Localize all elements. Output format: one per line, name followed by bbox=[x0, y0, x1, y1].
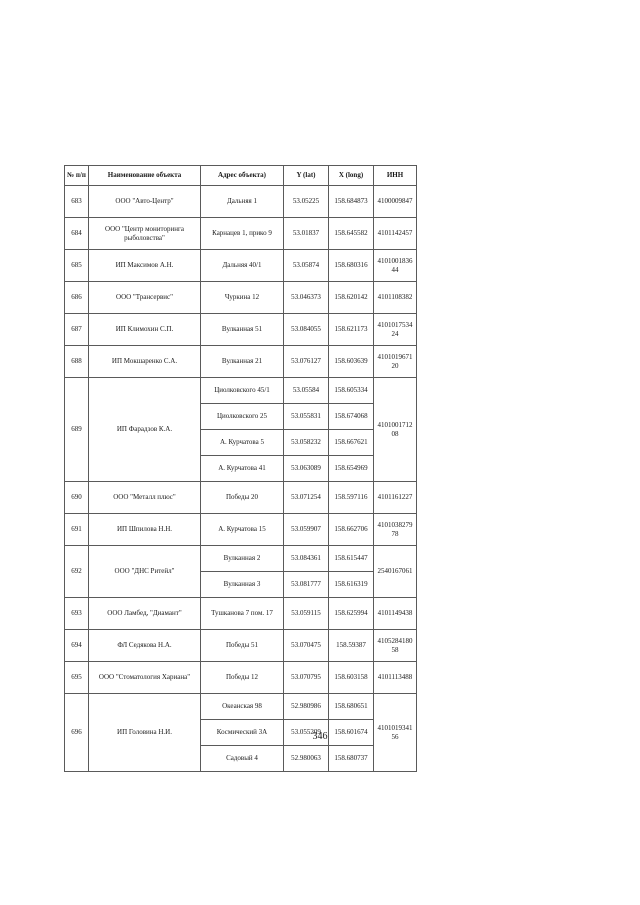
object-address: Вулканная 3 bbox=[201, 572, 284, 598]
latitude-cell: 53.070475 bbox=[284, 630, 329, 662]
latitude-cell: 53.055209 bbox=[284, 720, 329, 746]
object-address: А. Курчатова 41 bbox=[201, 456, 284, 482]
table-row bbox=[65, 662, 417, 694]
longitude-cell: 158.667621 bbox=[329, 430, 374, 456]
table-header-row bbox=[65, 166, 417, 186]
object-name: ООО "Трансервис" bbox=[89, 282, 201, 314]
objects-table bbox=[64, 165, 417, 772]
latitude-cell: 53.081777 bbox=[284, 572, 329, 598]
header-inn: ИНН bbox=[374, 166, 417, 186]
object-name: ООО "ДНС Ритейл" bbox=[89, 546, 201, 598]
latitude-cell: 52.980063 bbox=[284, 746, 329, 772]
longitude-cell: 158.601674 bbox=[329, 720, 374, 746]
latitude-cell: 53.058232 bbox=[284, 430, 329, 456]
inn-cell: 4101113488 bbox=[374, 662, 417, 694]
row-number: 685 bbox=[65, 250, 89, 282]
longitude-cell: 158.662706 bbox=[329, 514, 374, 546]
inn-cell: 2540167061 bbox=[374, 546, 417, 598]
object-name: ИП Мокшаренко С.А. bbox=[89, 346, 201, 378]
object-address: Тушканова 7 пом. 17 bbox=[201, 598, 284, 630]
table-row bbox=[65, 598, 417, 630]
object-address: Чуркина 12 bbox=[201, 282, 284, 314]
latitude-cell: 53.059115 bbox=[284, 598, 329, 630]
latitude-cell: 53.071254 bbox=[284, 482, 329, 514]
latitude-cell: 53.01837 bbox=[284, 218, 329, 250]
longitude-cell: 158.680651 bbox=[329, 694, 374, 720]
object-address: Космический 3А bbox=[201, 720, 284, 746]
object-address: Победы 51 bbox=[201, 630, 284, 662]
longitude-cell: 158.621173 bbox=[329, 314, 374, 346]
longitude-cell: 158.603639 bbox=[329, 346, 374, 378]
inn-cell: 4101149438 bbox=[374, 598, 417, 630]
table-row bbox=[65, 630, 417, 662]
inn-cell: 4101161227 bbox=[374, 482, 417, 514]
latitude-cell: 53.05225 bbox=[284, 186, 329, 218]
row-number: 695 bbox=[65, 662, 89, 694]
latitude-cell: 53.084361 bbox=[284, 546, 329, 572]
row-number: 687 bbox=[65, 314, 89, 346]
table-row bbox=[65, 546, 417, 572]
table-row bbox=[65, 282, 417, 314]
longitude-cell: 158.645582 bbox=[329, 218, 374, 250]
object-name: ООО "Стоматология Хариана" bbox=[89, 662, 201, 694]
inn-cell: 4101001712 08 bbox=[374, 378, 417, 482]
latitude-cell: 53.05874 bbox=[284, 250, 329, 282]
inn-cell: 4101017534 24 bbox=[374, 314, 417, 346]
table-row bbox=[65, 314, 417, 346]
row-number: 691 bbox=[65, 514, 89, 546]
latitude-cell: 52.980986 bbox=[284, 694, 329, 720]
header-address: Адрес объекта) bbox=[201, 166, 284, 186]
object-name: ИП Максимов А.Н. bbox=[89, 250, 201, 282]
longitude-cell: 158.597116 bbox=[329, 482, 374, 514]
header-name: Наименование объекта bbox=[89, 166, 201, 186]
longitude-cell: 158.680316 bbox=[329, 250, 374, 282]
table-row bbox=[65, 378, 417, 404]
header-long: X (long) bbox=[329, 166, 374, 186]
longitude-cell: 158.654969 bbox=[329, 456, 374, 482]
longitude-cell: 158.615447 bbox=[329, 546, 374, 572]
longitude-cell: 158.605334 bbox=[329, 378, 374, 404]
latitude-cell: 53.063089 bbox=[284, 456, 329, 482]
object-name: ИП Фарадзов К.А. bbox=[89, 378, 201, 482]
object-name: ООО "Металл плюс" bbox=[89, 482, 201, 514]
inn-cell: 4101019671 20 bbox=[374, 346, 417, 378]
object-name: ИП Головина Н.И. bbox=[89, 694, 201, 772]
inn-cell: 4105284180 58 bbox=[374, 630, 417, 662]
row-number: 693 bbox=[65, 598, 89, 630]
inn-cell: 4101038279 78 bbox=[374, 514, 417, 546]
object-address: Океанская 98 bbox=[201, 694, 284, 720]
table-body bbox=[65, 186, 417, 772]
inn-cell: 4101001836 44 bbox=[374, 250, 417, 282]
object-address: Дальняя 1 bbox=[201, 186, 284, 218]
header-num: № п/п bbox=[65, 166, 89, 186]
object-name: ООО "Авто-Центр" bbox=[89, 186, 201, 218]
latitude-cell: 53.046373 bbox=[284, 282, 329, 314]
inn-cell: 4101142457 bbox=[374, 218, 417, 250]
object-address: Победы 20 bbox=[201, 482, 284, 514]
table-row bbox=[65, 218, 417, 250]
object-address: Дальняя 40/1 bbox=[201, 250, 284, 282]
inn-cell: 4101108382 bbox=[374, 282, 417, 314]
longitude-cell: 158.625994 bbox=[329, 598, 374, 630]
object-address: Карнацев 1, прико 9 bbox=[201, 218, 284, 250]
row-number: 686 bbox=[65, 282, 89, 314]
table-row bbox=[65, 186, 417, 218]
longitude-cell: 158.603158 bbox=[329, 662, 374, 694]
longitude-cell: 158.59387 bbox=[329, 630, 374, 662]
header-lat: Y (lat) bbox=[284, 166, 329, 186]
longitude-cell: 158.616319 bbox=[329, 572, 374, 598]
row-number: 696 bbox=[65, 694, 89, 772]
object-address: Вулканная 51 bbox=[201, 314, 284, 346]
object-address: Циолковского 25 bbox=[201, 404, 284, 430]
row-number: 688 bbox=[65, 346, 89, 378]
object-address: А. Курчатова 15 bbox=[201, 514, 284, 546]
object-name: ФЛ Седякова Н.А. bbox=[89, 630, 201, 662]
inn-cell: 4101019341 56 bbox=[374, 694, 417, 772]
row-number: 690 bbox=[65, 482, 89, 514]
latitude-cell: 53.055831 bbox=[284, 404, 329, 430]
object-name: ИП Шпилова Н.Н. bbox=[89, 514, 201, 546]
object-address: А. Курчатова 5 bbox=[201, 430, 284, 456]
longitude-cell: 158.674068 bbox=[329, 404, 374, 430]
object-address: Садовый 4 bbox=[201, 746, 284, 772]
row-number: 692 bbox=[65, 546, 89, 598]
object-address: Циолковского 45/1 bbox=[201, 378, 284, 404]
latitude-cell: 53.070795 bbox=[284, 662, 329, 694]
table-row bbox=[65, 482, 417, 514]
object-name: ИП Климохин С.П. bbox=[89, 314, 201, 346]
object-address: Вулканная 21 bbox=[201, 346, 284, 378]
table-row bbox=[65, 514, 417, 546]
object-name: ООО Ламбед, "Диамант" bbox=[89, 598, 201, 630]
latitude-cell: 53.05584 bbox=[284, 378, 329, 404]
longitude-cell: 158.684873 bbox=[329, 186, 374, 218]
object-name: ООО "Центр мониторинга рыболовства" bbox=[89, 218, 201, 250]
latitude-cell: 53.076127 bbox=[284, 346, 329, 378]
table-row bbox=[65, 694, 417, 720]
table-row bbox=[65, 346, 417, 378]
row-number: 689 bbox=[65, 378, 89, 482]
inn-cell: 4100009847 bbox=[374, 186, 417, 218]
longitude-cell: 158.620142 bbox=[329, 282, 374, 314]
longitude-cell: 158.680737 bbox=[329, 746, 374, 772]
page-number: 346 bbox=[312, 731, 328, 742]
latitude-cell: 53.084055 bbox=[284, 314, 329, 346]
object-address: Вулканная 2 bbox=[201, 546, 284, 572]
table-row bbox=[65, 250, 417, 282]
object-address: Победы 12 bbox=[201, 662, 284, 694]
row-number: 684 bbox=[65, 218, 89, 250]
latitude-cell: 53.059907 bbox=[284, 514, 329, 546]
row-number: 683 bbox=[65, 186, 89, 218]
row-number: 694 bbox=[65, 630, 89, 662]
